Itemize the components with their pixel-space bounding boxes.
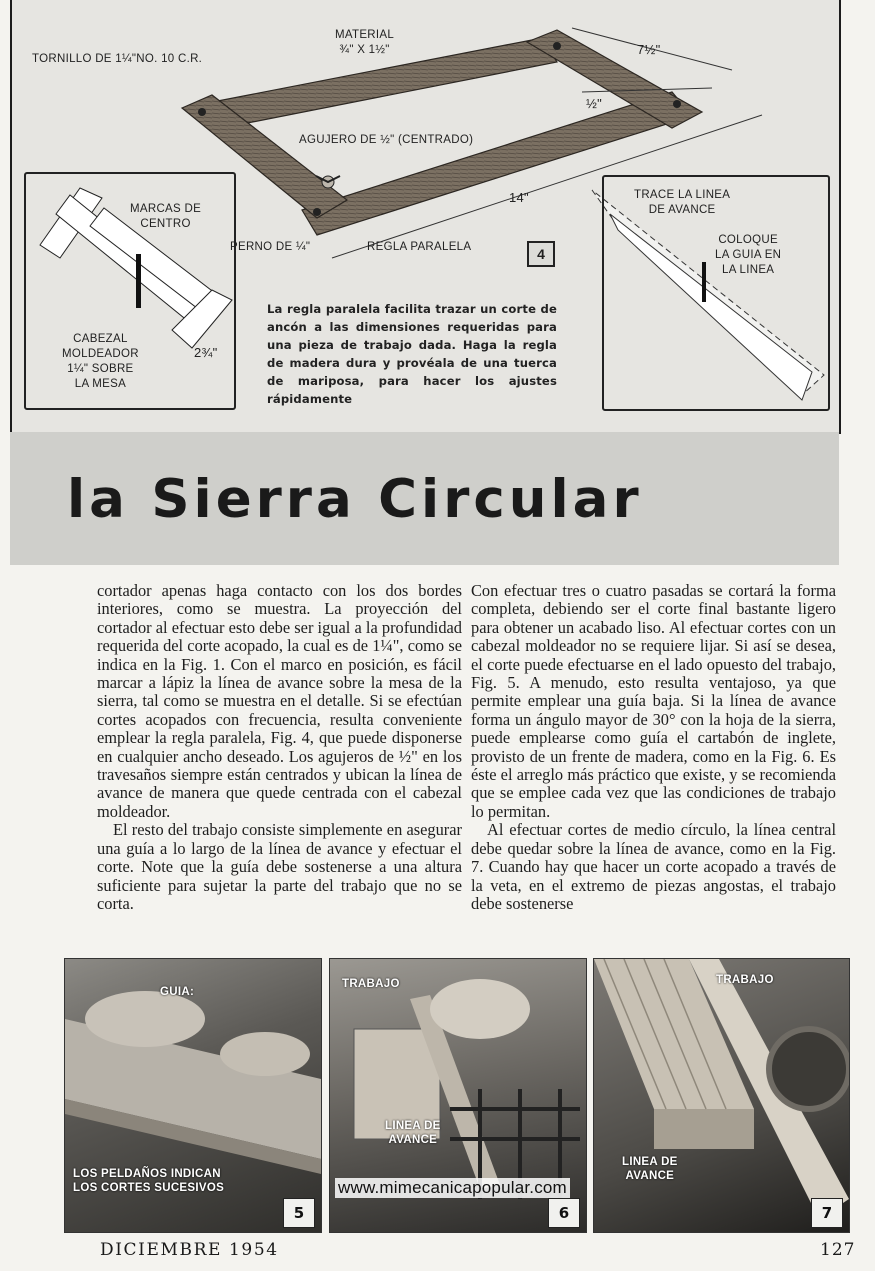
footer-page-number: 127 — [820, 1240, 856, 1260]
figure-4-panel — [10, 0, 841, 434]
label-agujero: AGUJERO DE ½" (CENTRADO) — [299, 134, 474, 146]
label-dim-14: 14" — [509, 190, 529, 205]
photo-7-number: 7 — [811, 1198, 843, 1228]
label-dim-2-75: 2¾" — [194, 345, 218, 360]
photo-5-label-guia: GUIA: — [160, 986, 195, 998]
column-right — [471, 582, 836, 913]
photo-7 — [593, 958, 850, 1233]
photo-6-label-trabajo: TRABAJO — [342, 978, 400, 990]
photo-6-label-linea: LINEA DE AVANCE — [385, 1120, 441, 1146]
label-coloque: COLOQUE LA GUIA EN LA LINEA — [715, 234, 782, 276]
article-title: la Sierra Circular — [67, 469, 643, 530]
photo-7-image — [594, 959, 849, 1232]
title-band — [10, 432, 839, 565]
label-material: MATERIAL ¾" X 1½" — [335, 29, 395, 56]
label-dim-half: ½" — [586, 96, 603, 111]
photo-5-label-peldanos: LOS PELDAÑOS INDICAN LOS CORTES SUCESIVOS — [73, 1168, 225, 1194]
photo-5-number: 5 — [283, 1198, 315, 1228]
label-marcas: MARCAS DE CENTRO — [130, 203, 202, 230]
label-cabezal: CABEZAL MOLDEADOR 1¼" SOBRE LA MESA — [62, 333, 139, 390]
label-perno: PERNO DE ¼" — [230, 241, 311, 253]
paragraph: cortador apenas haga contacto con los dos bordes interiores, como se muestra. La proyección del cortador al efectuar esto debe ser igual a la profundidad requerida del corte acopado, la cual es de 1¼", como se indica en la Fig. 1. Con el marco en posición, es fácil marcar a lápiz la línea de avance sobre la mesa de la sierra, tal como se muestra en el detalle. Si se efectúan cortes acopados con frecuencia, resulta conveniente emplear la regla paralela, Fig. 4, que puede disponerse en cualquier ancho deseado. Los agujeros de ½" en los travesaños siempre están centrados y ubican la línea de avance de manera que quede centrada con el cabezal moldeador. — [97, 581, 462, 821]
photo-5 — [64, 958, 322, 1233]
paragraph: El resto del trabajo consiste simplemente en asegurar una guía a lo largo de la línea de avance y efectuar el corte. Note que la guía debe sostenerse a una altura suficiente para sujetar la parte del trabajo que no se corta. — [97, 820, 462, 913]
photo-7-label-linea: LINEA DE AVANCE — [622, 1156, 678, 1182]
photo-6-number: 6 — [548, 1198, 580, 1228]
label-dim-7-5: 7½" — [637, 42, 661, 57]
label-regla: REGLA PARALELA — [367, 241, 472, 253]
paragraph: Con efectuar tres o cuatro pasadas se cortará la forma completa, debiendo ser el corte final bastante ligero para obtener un acabado liso. Al efectuar cortes con un cabezal moldeador no se requiere lijar. Si así se desea, el corte puede efectuarse en el lado opuesto del trabajo, Fig. 5. A menudo, esto resulta ventajoso, ya que permite emplear una guía baja. Si la línea de avance forma un ángulo mayor de 30° con la hoja de la sierra, puede emplearse como guía el cartabón de inglete, provisto de un frente de madera, como en la Fig. 6. Es éste el arreglo más práctico que existe, y se recomienda que se emplee cada vez que las condiciones de trabajo lo permitan. — [471, 581, 836, 821]
watermark-bottom: www.mimecanicapopular.com — [335, 1178, 570, 1198]
label-tornillo: TORNILLO DE 1¼"NO. 10 C.R. — [32, 53, 203, 65]
figure-caption: La regla paralela facilita trazar un corte de ancón a las dimensiones requeridas para una pieza de trabajo dada. Haga la regla de madera dura y provéala de una tuerca de mariposa, para hacer los ajustes rápidamente — [267, 302, 557, 406]
figure-number-badge: 4 — [527, 241, 555, 267]
column-left — [97, 582, 462, 913]
photo-7-label-trabajo: TRABAJO — [716, 974, 774, 986]
label-trace: TRACE LA LINEA DE AVANCE — [634, 189, 731, 216]
footer-date: DICIEMBRE 1954 — [100, 1240, 279, 1260]
paragraph: Al efectuar cortes de medio círculo, la línea central debe quedar sobre la línea de avance, como en la Fig. 7. Cuando hay que hacer un corte acopado a través de la veta, en el extremo de piezas angostas, el trabajo debe sostenerse — [471, 820, 836, 913]
